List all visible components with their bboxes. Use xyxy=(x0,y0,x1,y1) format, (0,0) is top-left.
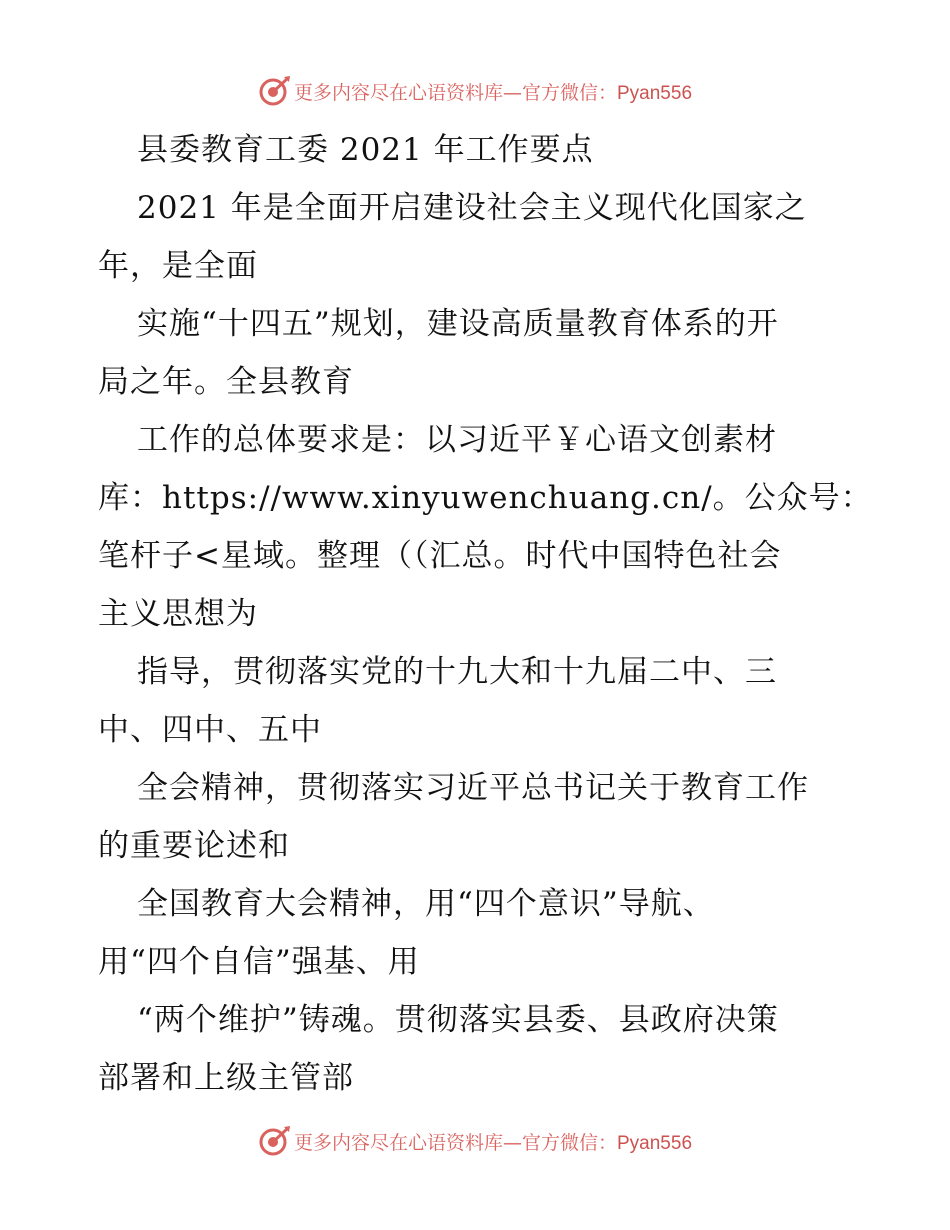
paragraph-line: 库：https://www.xinyuwenchuang.cn/。公众号： xyxy=(98,480,873,516)
paragraph-line: 年，是全面 xyxy=(98,248,258,284)
document-title: 县委教育工委 2021 年工作要点 xyxy=(137,132,594,168)
wechat-id: Pyan556 xyxy=(617,82,693,104)
header-banner xyxy=(0,71,950,111)
paragraph-line: 全国教育大会精神，用“四个意识”导航、 xyxy=(137,886,715,922)
paragraph-line: 部署和上级主管部 xyxy=(98,1060,354,1096)
paragraph-line: 的重要论述和 xyxy=(98,828,290,864)
paragraph-line: 工作的总体要求是：以习近平￥心语文创素材 xyxy=(137,422,777,458)
brand-logo-icon xyxy=(258,74,292,108)
paragraph-line: “两个维护”铸魂。贯彻落实县委、县政府决策 xyxy=(137,1002,779,1038)
paragraph-line: 全会精神，贯彻落实习近平总书记关于教育工作 xyxy=(137,770,809,806)
paragraph-line: 指导，贯彻落实党的十九大和十九届二中、三 xyxy=(137,654,777,690)
banner-text: 更多内容尽在心语资料库—官方微信：Pyan556 xyxy=(293,81,693,104)
paragraph-line: 主义思想为 xyxy=(98,596,258,632)
banner-text: 更多内容尽在心语资料库—官方微信：Pyan556 xyxy=(293,1131,693,1154)
footer-banner xyxy=(0,1121,950,1161)
wechat-id: Pyan556 xyxy=(617,1132,693,1154)
paragraph-line: 2021 年是全面开启建设社会主义现代化国家之 xyxy=(137,190,807,226)
brand-logo-icon xyxy=(258,1124,292,1158)
paragraph-line: 用“四个自信”强基、用 xyxy=(98,944,420,980)
paragraph-line: 实施“十四五”规划，建设高质量教育体系的开 xyxy=(137,306,779,342)
paragraph-line: 笔杆子<星域。整理（（汇总。时代中国特色社会 xyxy=(98,538,782,574)
paragraph-line: 局之年。全县教育 xyxy=(98,364,354,400)
document-body xyxy=(98,121,873,1107)
paragraph-line: 中、四中、五中 xyxy=(98,712,322,748)
